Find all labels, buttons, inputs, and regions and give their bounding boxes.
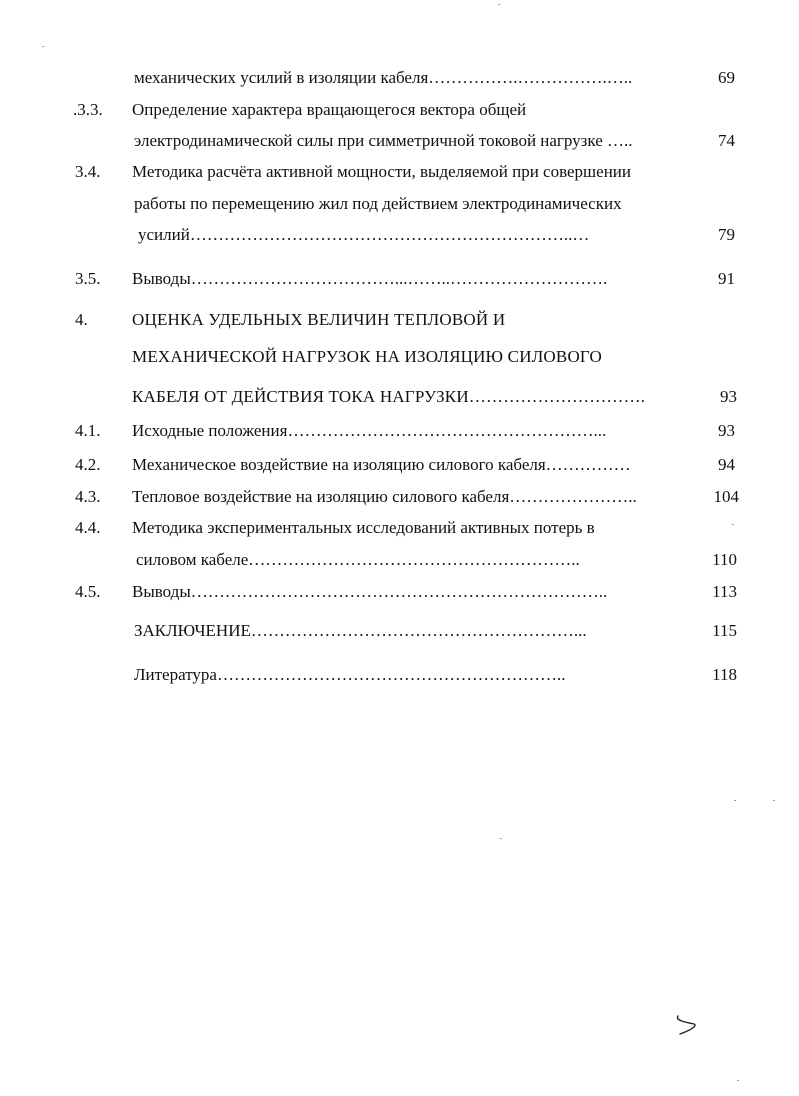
scan-speck	[500, 838, 502, 839]
toc-entry-4-5-page: 113	[712, 582, 737, 601]
toc-entry-4-page: 93	[720, 387, 737, 406]
toc-entry-3-5-number: 3.5.	[75, 269, 101, 288]
handwritten-mark-icon	[672, 1010, 702, 1040]
toc-entry-3-4-number: 3.4.	[75, 162, 101, 181]
toc-entry-3-5-line-1: Выводы………………………………...……..……………………….	[132, 269, 608, 288]
toc-entry-4-1-page: 93	[718, 421, 735, 440]
toc-literature: Литература……………………………………………………..	[134, 665, 566, 684]
toc-entry-3-2-page: 69	[718, 68, 735, 87]
toc-entry-3-2-line-1: механических усилий в изоляции кабеля…………….…………….…..	[134, 68, 633, 87]
toc-entry-3-4-line-2: работы по перемещению жил под действием электродинамических	[134, 194, 622, 213]
toc-entry-4-2-line-1: Механическое воздействие на изоляцию силового кабеля……………	[132, 455, 631, 474]
toc-entry-4-line-2: МЕХАНИЧЕСКОЙ НАГРУЗОК НА ИЗОЛЯЦИЮ СИЛОВОГО	[132, 347, 602, 366]
toc-entry-4-3-line-1: Тепловое воздействие на изоляцию силового кабеля…………………..	[132, 487, 637, 506]
toc-entry-4-4-number: 4.4.	[75, 518, 101, 537]
toc-entry-4-4-line-2: силовом кабеле…………………………………………………..	[136, 550, 580, 569]
toc-conclusion: ЗАКЛЮЧЕНИЕ…………………………………………………...	[134, 621, 587, 640]
toc-entry-3-3-line-2: электродинамической силы при симметричной токовой нагрузке …..	[134, 131, 633, 150]
scan-speck	[737, 1080, 739, 1081]
toc-entry-4-1-number: 4.1.	[75, 421, 101, 440]
toc-entry-4-number: 4.	[75, 310, 88, 329]
scan-speck	[734, 800, 736, 801]
scan-speck	[732, 524, 734, 525]
toc-entry-4-2-page: 94	[718, 455, 735, 474]
toc-entry-3-4-line-3: усилий…………………………………………………………..…	[138, 225, 590, 244]
scan-speck	[773, 800, 775, 801]
toc-entry-4-line-3: КАБЕЛЯ ОТ ДЕЙСТВИЯ ТОКА НАГРУЗКИ………………………….	[132, 387, 646, 406]
toc-entry-3-3-number: .3.3.	[73, 100, 103, 119]
toc-entry-4-line-1: ОЦЕНКА УДЕЛЬНЫХ ВЕЛИЧИН ТЕПЛОВОЙ И	[132, 310, 506, 329]
toc-entry-4-5-number: 4.5.	[75, 582, 101, 601]
toc-entry-4-1-line-1: Исходные положения………………………………………………...	[132, 421, 607, 440]
toc-literature-page: 118	[712, 665, 737, 684]
scan-speck	[498, 4, 500, 5]
toc-entry-4-4-page: 110	[712, 550, 737, 569]
toc-entry-3-3-page: 74	[718, 131, 735, 150]
toc-entry-4-3-number: 4.3.	[75, 487, 101, 506]
toc-entry-3-3-line-1: Определение характера вращающегося вектора общей	[132, 100, 527, 119]
toc-entry-3-4-page: 79	[718, 225, 735, 244]
toc-entry-3-4-line-1: Методика расчёта активной мощности, выделяемой при совершении	[132, 162, 631, 181]
toc-conclusion-page: 115	[712, 621, 737, 640]
scan-speck	[42, 46, 44, 47]
toc-entry-4-3-page: 104	[713, 487, 739, 506]
toc-entry-4-2-number: 4.2.	[75, 455, 101, 474]
toc-entry-4-4-line-1: Методика экспериментальных исследований активных потерь в	[132, 518, 595, 537]
toc-entry-3-5-page: 91	[718, 269, 735, 288]
toc-entry-4-5-line-1: Выводы………………………………………………………………..	[132, 582, 608, 601]
